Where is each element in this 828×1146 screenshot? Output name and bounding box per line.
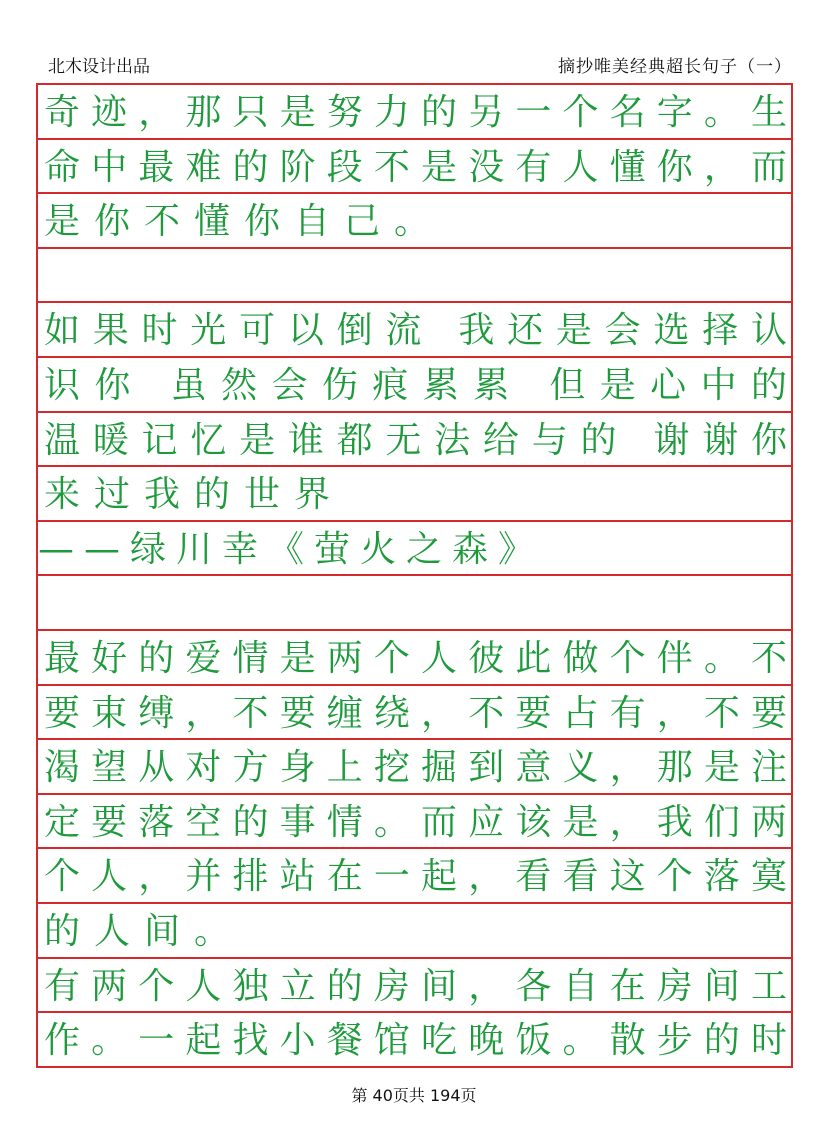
- row-text: 最好的爱情是两个人彼此做个伴。不: [44, 637, 787, 679]
- grid-row: [38, 959, 791, 1014]
- row-text: 来过我的世界: [44, 474, 345, 516]
- grid-row-empty: [38, 576, 791, 631]
- grid-row: [38, 358, 791, 413]
- row-text: 是你不懂你自己。: [44, 201, 445, 243]
- copybook-grid: [36, 83, 793, 1068]
- grid-row: [38, 740, 791, 795]
- grid-row: [38, 194, 791, 249]
- grid-row: [38, 686, 791, 741]
- grid-row: [38, 1013, 791, 1068]
- row-text: 命中最难的阶段不是没有人懂你，而: [44, 146, 787, 188]
- grid-row-empty: [38, 249, 791, 304]
- grid-row: [38, 904, 791, 959]
- grid-row: [38, 413, 791, 468]
- grid-row: [38, 631, 791, 686]
- grid-row: [38, 303, 791, 358]
- row-text: 作。一起找小餐馆吃晚饭。散步的时: [44, 1020, 787, 1062]
- page-number: 第 40页共 194页: [351, 1086, 477, 1105]
- row-text: 温暖记忆是谁都无法给与的 谢谢你: [44, 419, 787, 461]
- row-text: 定要落空的事情。而应该是，我们两: [44, 801, 787, 843]
- row-text: ——绿川幸《萤火之森》: [38, 528, 545, 570]
- grid-row: [38, 467, 791, 522]
- row-text: 有两个人独立的房间，各自在房间工: [44, 965, 787, 1007]
- row-text: 要束缚，不要缠绕，不要占有，不要: [44, 692, 787, 734]
- row-text: 如果时光可以倒流 我还是会选择认: [44, 310, 787, 352]
- grid-row: [38, 85, 791, 140]
- row-text: 的人间。: [44, 910, 245, 952]
- row-text: 个人，并排站在一起，看看这个落寞: [44, 856, 787, 898]
- grid-row: [38, 140, 791, 195]
- publisher-label: 北木设计出品: [48, 57, 150, 77]
- document-title: 摘抄唯美经典超长句子（一）: [558, 57, 792, 77]
- row-text: 渴望从对方身上挖掘到意义，那是注: [44, 747, 787, 789]
- grid-row: [38, 522, 791, 577]
- row-text: 奇迹，那只是努力的另一个名字。生: [44, 92, 787, 133]
- row-text: 识你 虽然会伤痕累累 但是心中的: [44, 364, 787, 406]
- grid-row: [38, 795, 791, 850]
- grid-row: [38, 849, 791, 904]
